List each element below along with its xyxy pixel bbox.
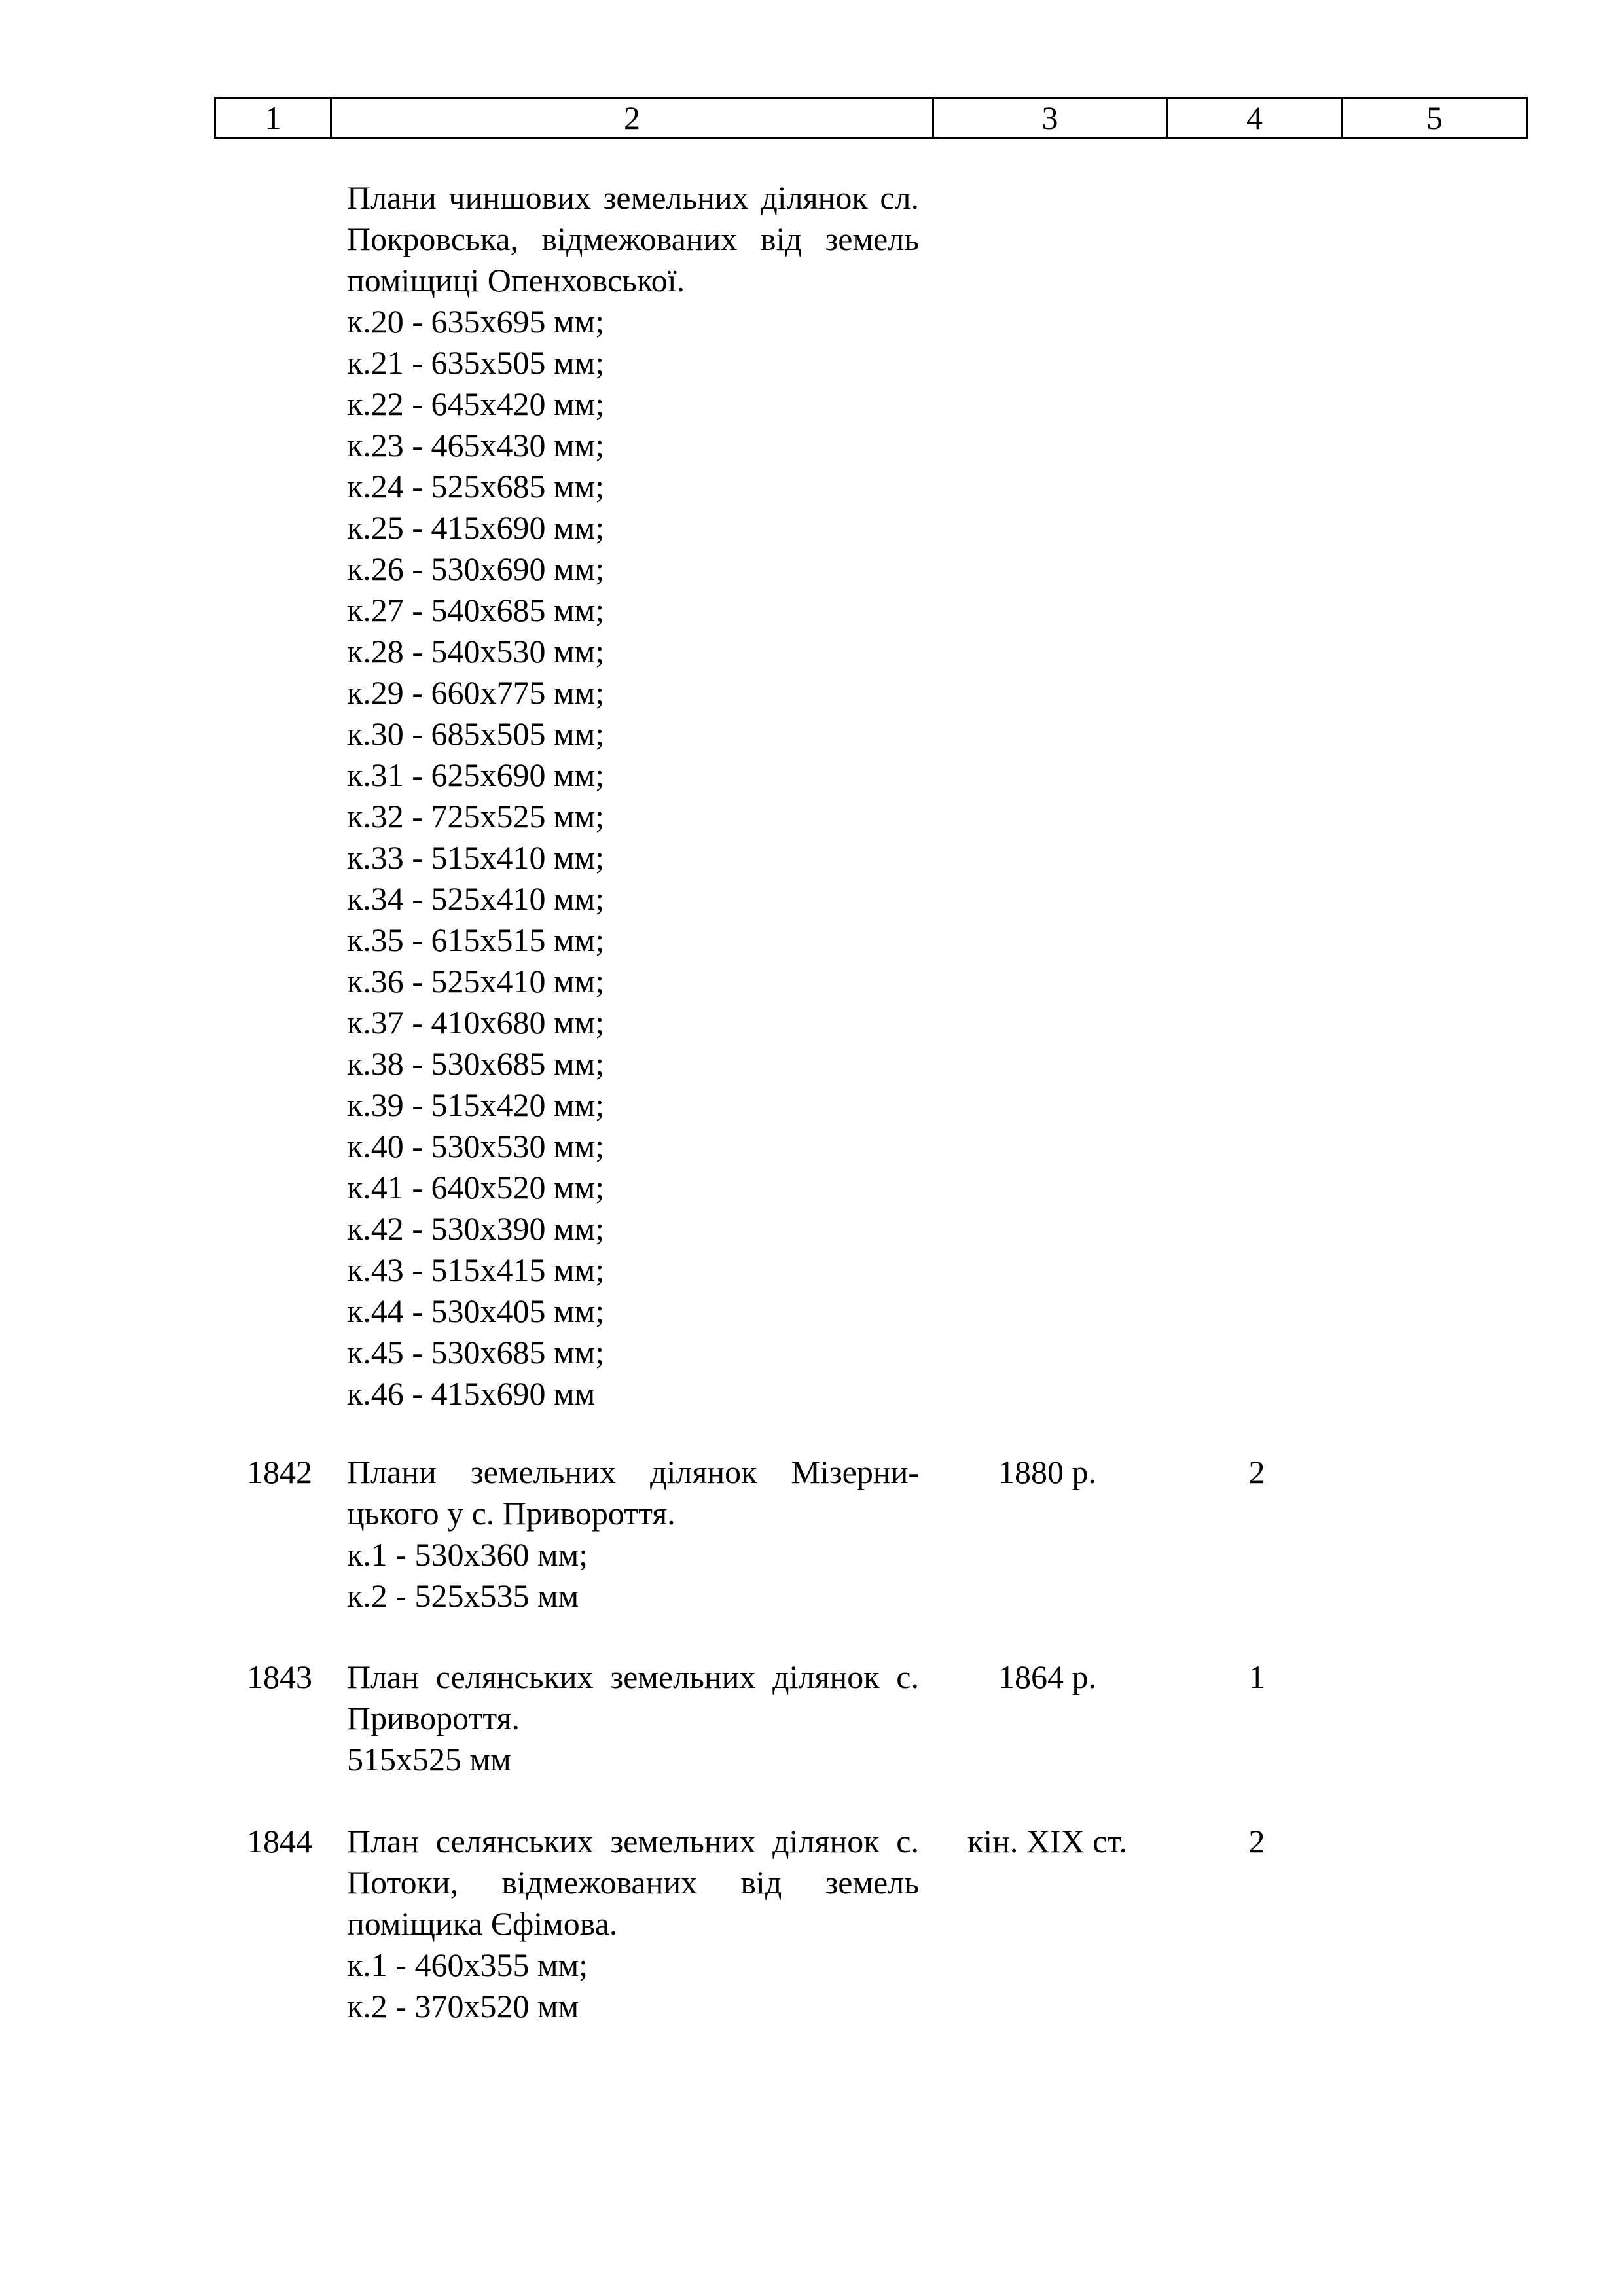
sheet-dimension: к.1 - 530х360 мм; [347,1536,588,1573]
entry-title: Плани земельних ділянок Мізерни-цького у с. Привороття. [347,1454,919,1532]
sheet-dimension: к.29 - 660х775 мм; [347,674,605,711]
sheet-dimension: к.35 - 615х515 мм; [347,922,605,958]
sheet-dimension: к.36 - 525х410 мм; [347,963,605,999]
entry-quantity: 2 [1248,1823,1265,1859]
sheet-dimension: к.39 - 515х420 мм; [347,1086,605,1123]
column-header-row [215,98,1527,138]
sheet-dimension: к.38 - 530х685 мм; [347,1045,605,1082]
entry-date: кін. XIX ст. [967,1823,1128,1859]
column-header-3: 3 [933,98,1167,138]
sheet-dimension: к.21 - 635х505 мм; [347,344,605,381]
sheet-dimension: к.1 - 460х355 мм; [347,1946,588,1983]
column-header-1: 1 [215,98,331,138]
sheet-dimension: к.44 - 530х405 мм; [347,1293,605,1329]
sheet-dimension: к.25 - 415х690 мм; [347,509,605,546]
entry-date: 1864 р. [998,1659,1096,1695]
sheet-list [347,1945,919,2027]
sheet-dimension: к.30 - 685х505 мм; [347,715,605,752]
sheet-dimension: к.28 - 540х530 мм; [347,633,605,670]
sheet-dimension: к.46 - 415х690 мм [347,1375,596,1412]
entry-title: План селянських земельних ділянок с. Потоки, відмежованих від земель поміщика Єфімова. [347,1823,919,1942]
sheet-dimension: к.27 - 540х685 мм; [347,592,605,628]
column-header-4: 4 [1167,98,1343,138]
column-header-5: 5 [1343,98,1527,138]
sheet-dimension: к.26 - 530х690 мм; [347,550,605,587]
sheet-dimension: к.33 - 515х410 мм; [347,839,605,876]
column-header-table [214,97,1528,139]
sheet-dimension: к.23 - 465х430 мм; [347,427,605,463]
entry-date: 1880 р. [998,1454,1096,1490]
sheet-dimension: 515х525 мм [347,1741,511,1778]
entry-title: Плани чиншових земельних ділянок сл. Покровська, відмежованих від земель поміщиці Опенховської. [347,179,919,298]
sheet-list [347,1739,919,1780]
sheet-dimension: к.40 - 530х530 мм; [347,1128,605,1164]
entry-description [347,177,919,1414]
sheet-dimension: к.45 - 530х685 мм; [347,1334,605,1371]
entry-description [347,1452,919,1617]
sheet-dimension: к.2 - 525х535 мм [347,1577,579,1614]
sheet-dimension: к.32 - 725х525 мм; [347,798,605,834]
sheet-dimension: к.41 - 640х520 мм; [347,1169,605,1206]
entry-number: 1843 [247,1659,312,1695]
column-header-2: 2 [331,98,933,138]
sheet-dimension: к.34 - 525х410 мм; [347,880,605,917]
entry-description [347,1821,919,2027]
entry-quantity: 1 [1248,1659,1265,1695]
sheet-dimension: к.22 - 645х420 мм; [347,386,605,422]
sheet-dimension: к.42 - 530х390 мм; [347,1210,605,1247]
sheet-dimension: к.2 - 370х520 мм [347,1988,579,2024]
entry-number: 1844 [247,1823,312,1859]
entry-title: План селянських земельних ділянок с. Привороття. [347,1659,919,1736]
sheet-dimension: к.37 - 410х680 мм; [347,1004,605,1041]
sheet-list [347,1534,919,1617]
sheet-dimension: к.43 - 515х415 мм; [347,1251,605,1288]
entry-quantity: 2 [1248,1454,1265,1490]
entry-description [347,1657,919,1780]
sheet-dimension: к.24 - 525х685 мм; [347,468,605,505]
sheet-list [347,301,919,1414]
entry-number: 1842 [247,1454,312,1490]
sheet-dimension: к.20 - 635х695 мм; [347,303,605,340]
sheet-dimension: к.31 - 625х690 мм; [347,757,605,793]
